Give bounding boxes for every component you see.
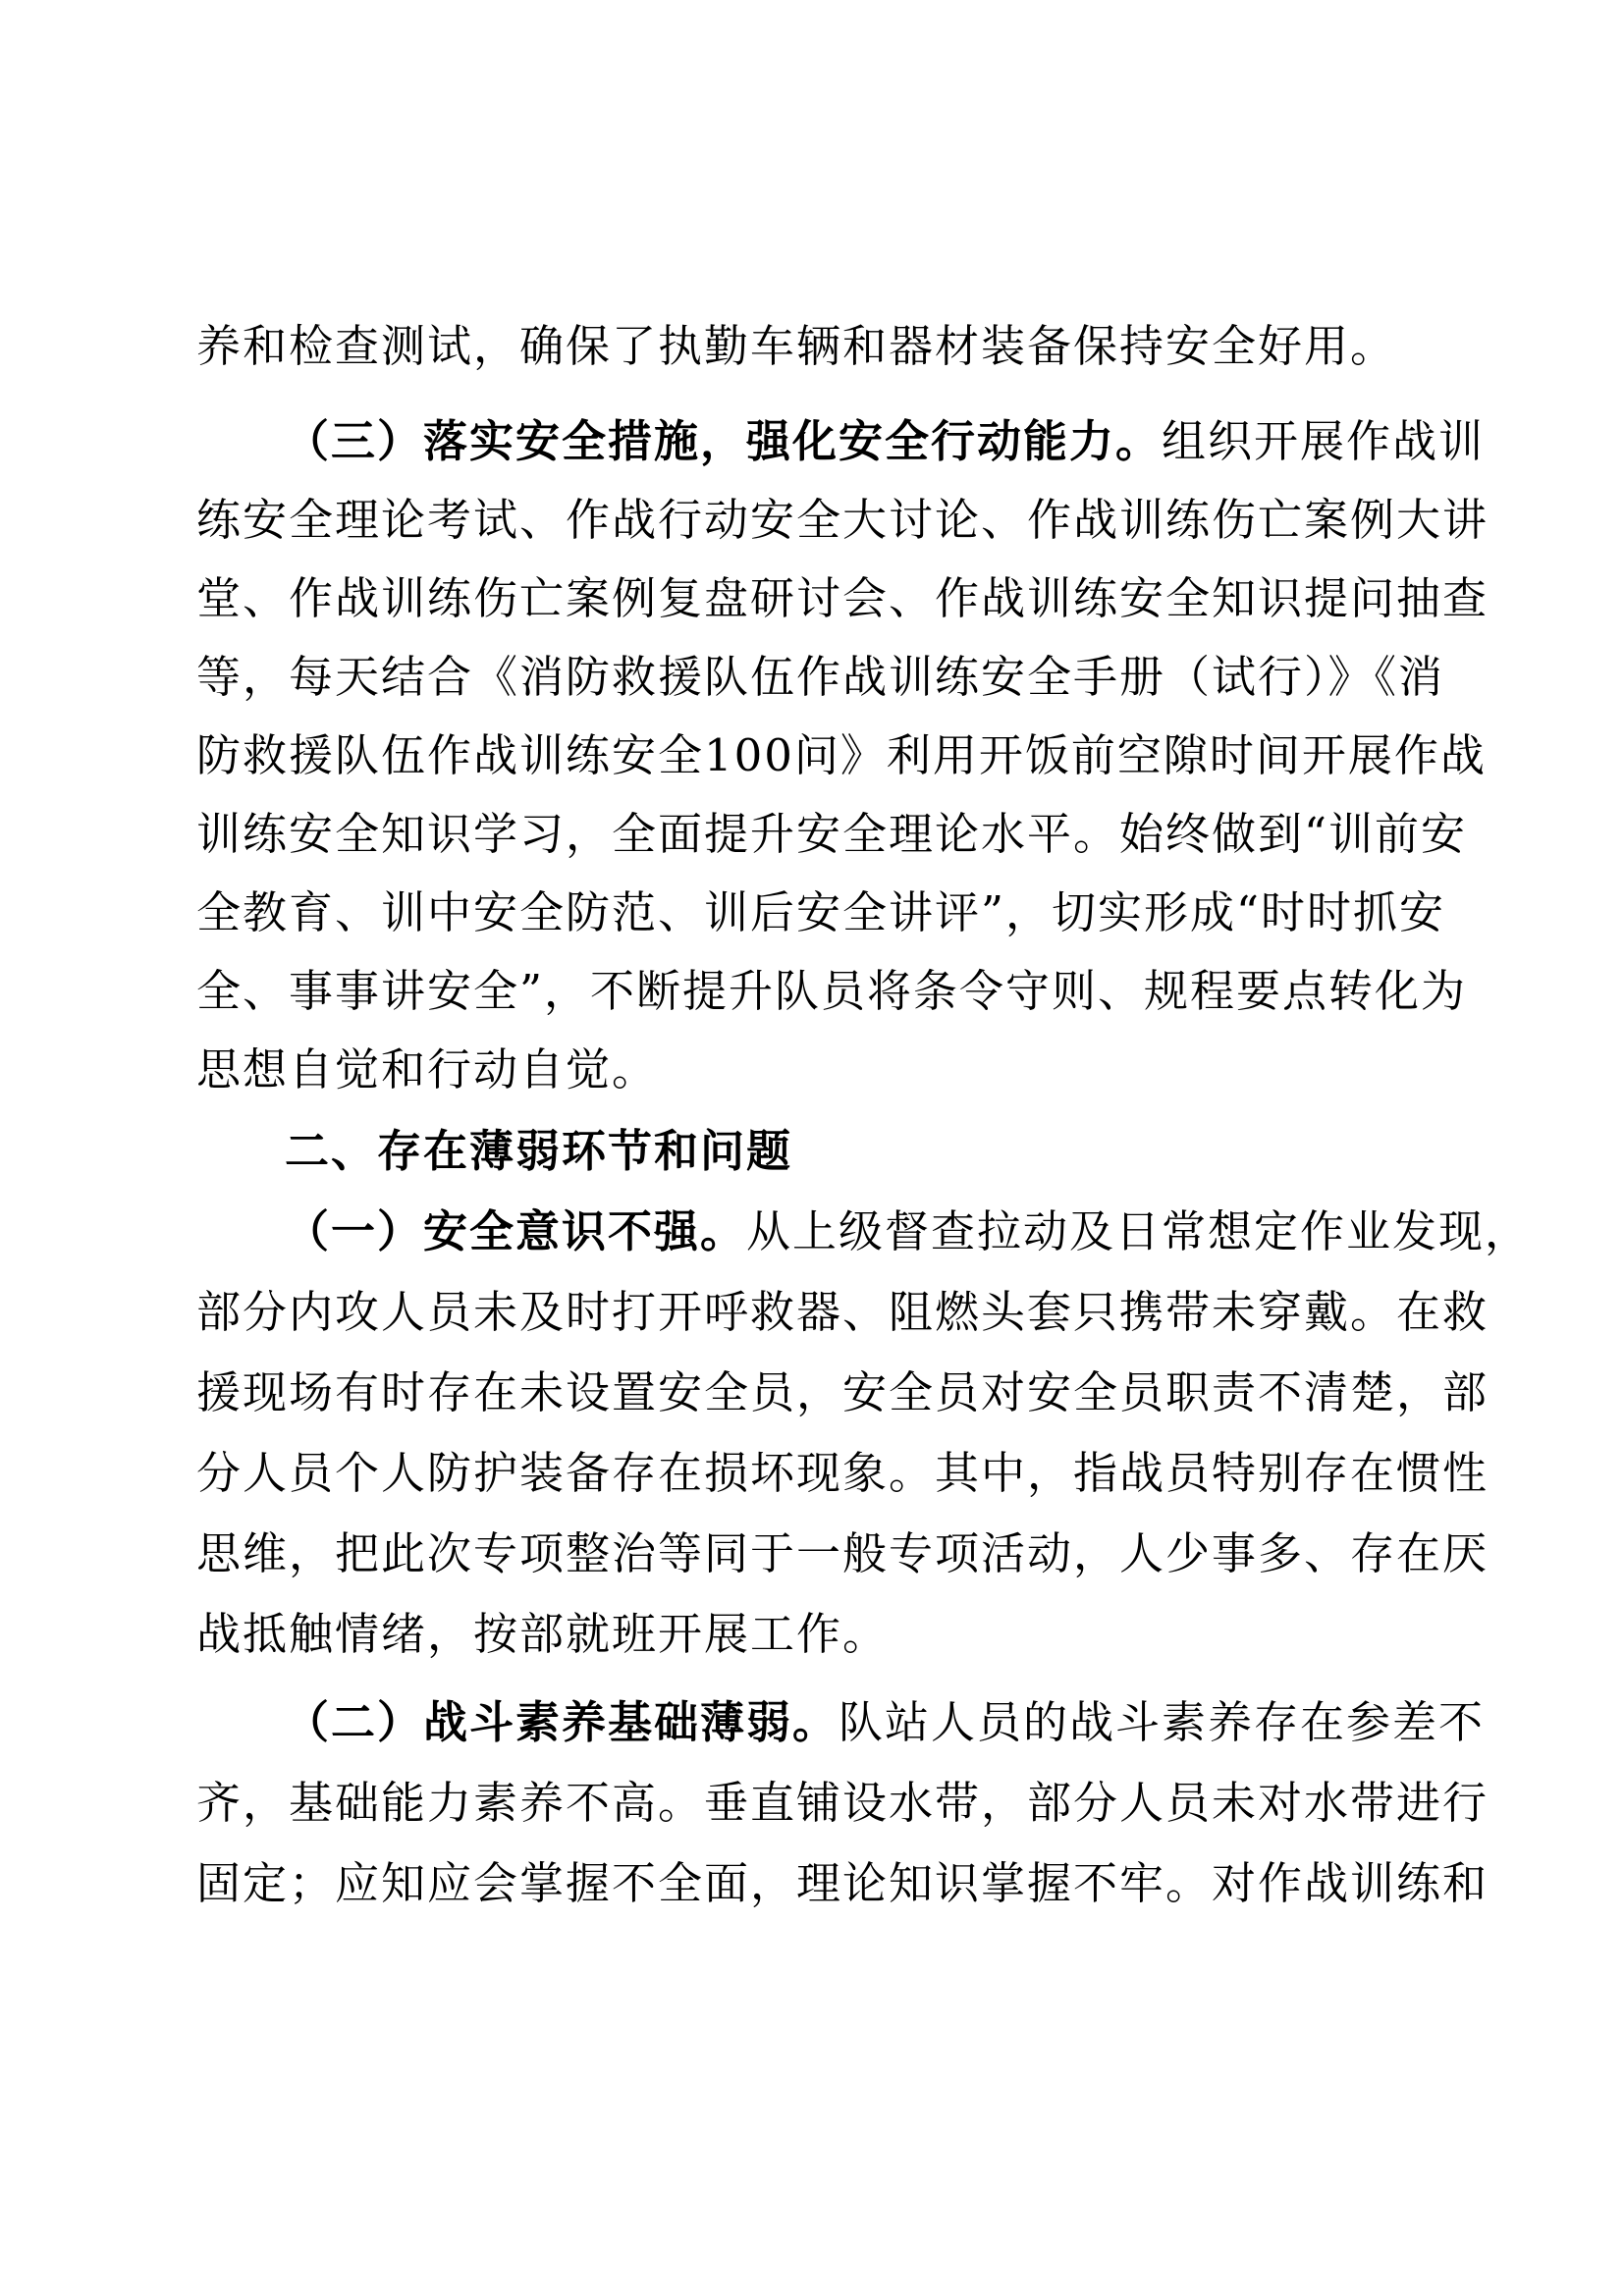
- issue1-text: 从上级督查拉动及日常想定作业发现，: [746, 1205, 1532, 1257]
- paragraph-section3-first-line: [285, 402, 1486, 481]
- section3-heading: （三）落实安全措施，强化安全行动能力。: [285, 415, 1163, 467]
- text-line: 思维，把此次专项整治等同于一般专项活动，人少事多、存在厌: [196, 1527, 1489, 1579]
- text-line: 战抵触情绪，按部就班开展工作。: [196, 1608, 890, 1660]
- text-line: 援现场有时存在未设置安全员，安全员对安全员职责不清楚，部: [196, 1366, 1489, 1418]
- text-line: 等，每天结合《消防救援队伍作战训练安全手册（试行）》《消: [196, 651, 1445, 703]
- paragraph-issue2-first-line: [285, 1683, 1486, 1762]
- issue2-text: 队站人员的战斗素养存在参差不: [839, 1696, 1486, 1748]
- issue1-heading: （一）安全意识不强。: [285, 1205, 747, 1257]
- text-line: 练安全理论考试、作战行动安全大讨论、作战训练伤亡案例大讲: [196, 494, 1489, 546]
- text-line: 部分内攻人员未及时打开呼救器、阻燃头套只携带未穿戴。在救: [196, 1286, 1489, 1338]
- text-line: 齐，基础能力素养不高。垂直铺设水带，部分人员未对水带进行: [196, 1777, 1489, 1829]
- text-line: 训练安全知识学习，全面提升安全理论水平。始终做到“训前安: [196, 808, 1468, 860]
- section3-text: 组织开展作战训: [1162, 415, 1486, 467]
- part2-heading: 二、存在薄弱环节和问题: [285, 1125, 793, 1177]
- issue2-heading: （二）战斗素养基础薄弱。: [285, 1696, 839, 1748]
- text-line: 思想自觉和行动自觉。: [196, 1043, 659, 1095]
- text-line: 全教育、训中安全防范、训后安全讲评”，切实形成“时时抓安: [196, 886, 1446, 938]
- text-line: 固定；应知应会掌握不全面，理论知识掌握不牢。对作战训练和: [196, 1857, 1489, 1909]
- text-line: 养和检查测试，确保了执勤车辆和器材装备保持安全好用。: [196, 320, 1397, 372]
- text-line: 防救援队伍作战训练安全100问》利用开饭前空隙时间开展作战: [196, 729, 1487, 781]
- paragraph-issue1-first-line: [285, 1193, 1532, 1271]
- text-line: 堂、作战训练伤亡案例复盘研讨会、作战训练安全知识提问抽查: [196, 572, 1489, 624]
- text-line: 全、事事讲安全”，不断提升队员将条令守则、规程要点转化为: [196, 965, 1468, 1017]
- text-line: 分人员个人防护装备存在损坏现象。其中，指战员特别存在惯性: [196, 1447, 1489, 1499]
